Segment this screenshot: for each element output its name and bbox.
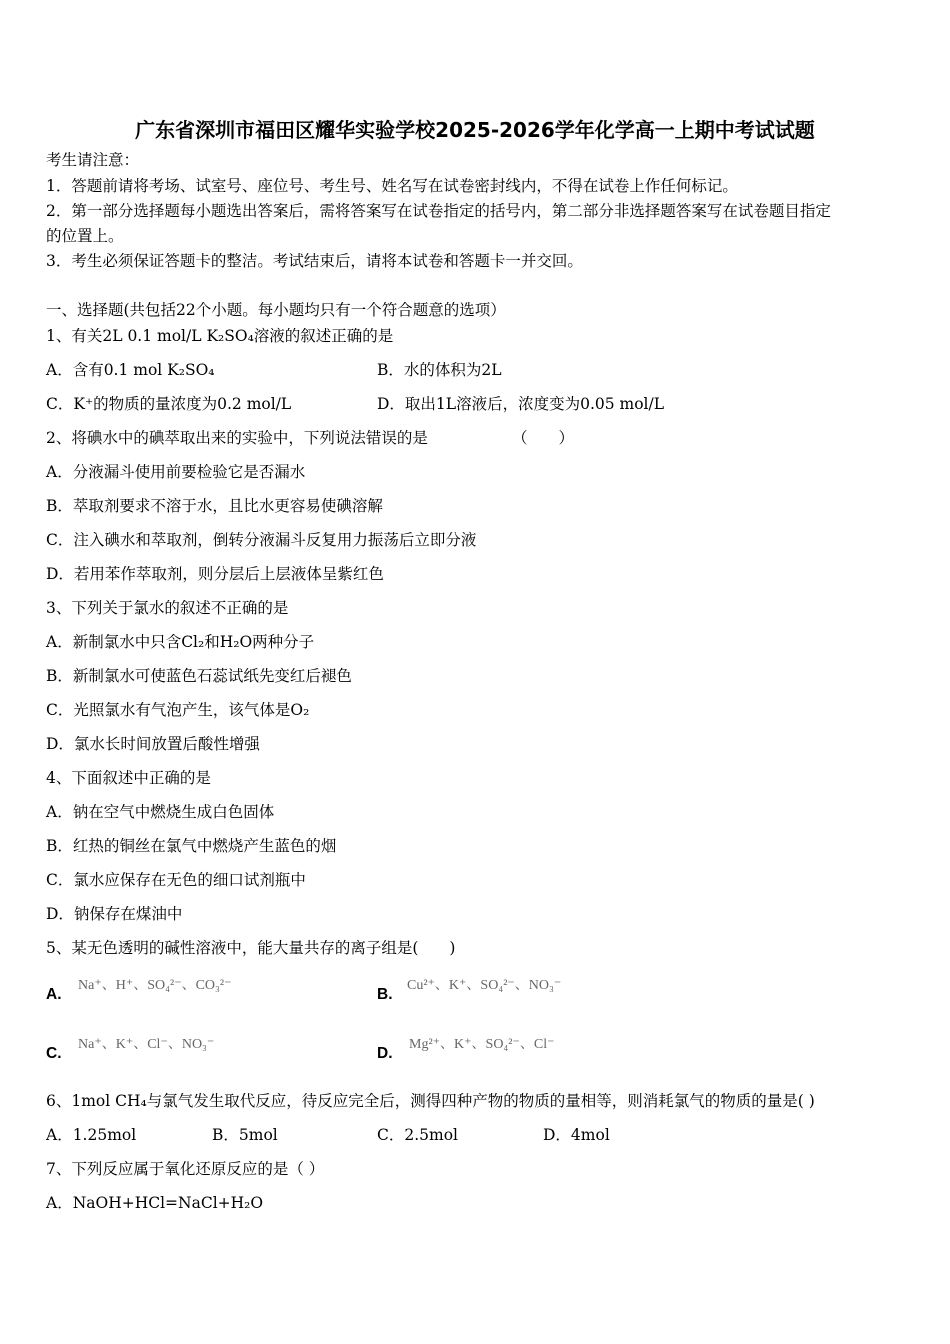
- option: B．萃取剂要求不溶于水，且比水更容易使碘溶解: [46, 497, 383, 515]
- option: C．光照氯水有气泡产生，该气体是O₂: [46, 701, 310, 719]
- notice-item: 2．第一部分选择题每小题选出答案后，需将答案写在试卷指定的括号内，第二部分非选择题答案写在试卷题目指定: [46, 202, 831, 220]
- option: D．取出1L溶液后，浓度变为0.05 mol/L: [377, 395, 665, 413]
- option: D．若用苯作萃取剂，则分层后上层液体呈紫红色: [46, 565, 384, 583]
- question-stem: 7、下列反应属于氧化还原反应的是（ ）: [46, 1160, 325, 1178]
- question-stem: 5、某无色透明的碱性溶液中，能大量共存的离子组是( ): [46, 939, 456, 957]
- option: A．新制氯水中只含Cl₂和H₂O两种分子: [46, 633, 315, 651]
- notice-item: 1．答题前请将考场、试室号、座位号、考生号、姓名写在试卷密封线内，不得在试卷上作任何标记。: [46, 177, 738, 195]
- option-label: B.: [377, 986, 393, 1003]
- notice-item: 的位置上。: [46, 227, 124, 245]
- option: C．注入碘水和萃取剂，倒转分液漏斗反复用力振荡后立即分液: [46, 531, 477, 549]
- option: B．水的体积为2L: [377, 361, 502, 379]
- option-label: C.: [46, 1045, 62, 1062]
- option: D．4mol: [543, 1126, 610, 1144]
- notice-heading: 考生请注意：: [46, 151, 140, 169]
- ion-group: Cu²⁺、K⁺、SO₄²⁻、NO₃⁻: [407, 978, 562, 993]
- option: A．钠在空气中燃烧生成白色固体: [46, 803, 275, 821]
- question-stem: 6、1mol CH₄与氯气发生取代反应，待反应完全后，测得四种产物的物质的量相等，则消耗氯气的物质的量是( ): [46, 1092, 815, 1110]
- section-heading: 一、选择题(共包括22个小题。每小题均只有一个符合题意的选项）: [46, 301, 506, 319]
- ion-group: Mg²⁺、K⁺、SO₄²⁻、Cl⁻: [409, 1037, 555, 1052]
- option: C．2.5mol: [377, 1126, 458, 1144]
- option: B．新制氯水可使蓝色石蕊试纸先变红后褪色: [46, 667, 352, 685]
- option: D．钠保存在煤油中: [46, 905, 183, 923]
- answer-paren: （ ）: [512, 429, 575, 447]
- question-stem: 2、将碘水中的碘萃取出来的实验中，下列说法错误的是: [46, 429, 428, 447]
- option-label: A.: [46, 986, 62, 1003]
- question-stem: 1、有关2L 0.1 mol/L K₂SO₄溶液的叙述正确的是: [46, 327, 394, 345]
- notice-item: 3．考生必须保证答题卡的整洁。考试结束后，请将本试卷和答题卡一并交回。: [46, 252, 583, 270]
- question-stem: 4、下面叙述中正确的是: [46, 769, 211, 787]
- page-title: 广东省深圳市福田区耀华实验学校2025-2026学年化学高一上期中考试试题: [135, 118, 815, 142]
- ion-group: Na⁺、H⁺、SO₄²⁻、CO₃²⁻: [78, 978, 232, 993]
- option: B．5mol: [212, 1126, 278, 1144]
- option: B．红热的铜丝在氯气中燃烧产生蓝色的烟: [46, 837, 337, 855]
- option: C．氯水应保存在无色的细口试剂瓶中: [46, 871, 306, 889]
- question-stem: 3、下列关于氯水的叙述不正确的是: [46, 599, 289, 617]
- option: A．分液漏斗使用前要检验它是否漏水: [46, 463, 306, 481]
- option-label: D.: [377, 1045, 393, 1062]
- option: A．含有0.1 mol K₂SO₄: [46, 361, 215, 379]
- option: C．K⁺的物质的量浓度为0.2 mol/L: [46, 395, 292, 413]
- option: A．NaOH+HCl=NaCl+H₂O: [46, 1194, 264, 1212]
- option: A．1.25mol: [46, 1126, 137, 1144]
- ion-group: Na⁺、K⁺、Cl⁻、NO₃⁻: [78, 1037, 215, 1052]
- option: D．氯水长时间放置后酸性增强: [46, 735, 260, 753]
